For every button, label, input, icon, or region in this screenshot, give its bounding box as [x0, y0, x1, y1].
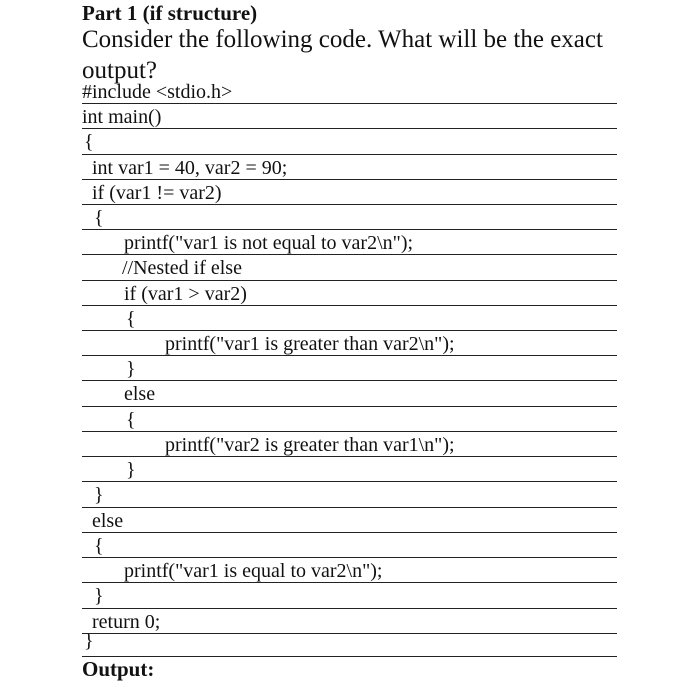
code-line-printf-greater: printf("var1 is greater than var2\n");	[165, 333, 455, 355]
rule-line	[82, 204, 617, 205]
code-line-if: if (var1 != var2)	[92, 182, 222, 204]
rule-line	[82, 406, 617, 407]
rule-line	[82, 608, 617, 609]
rule-line	[82, 154, 617, 155]
code-line-open-brace-nested-if: {	[126, 308, 136, 330]
rule-line	[82, 103, 617, 104]
rule-line	[82, 280, 617, 281]
rule-line	[82, 355, 617, 356]
code-line-nested-else: else	[124, 383, 156, 405]
code-line-declaration: int var1 = 40, var2 = 90;	[92, 157, 288, 179]
rule-line	[82, 330, 617, 331]
rule-line	[82, 633, 617, 634]
code-line-open-brace-main: {	[84, 131, 94, 153]
code-line-open-brace-if: {	[94, 207, 104, 229]
rule-line	[82, 582, 617, 583]
rule-line	[82, 532, 617, 533]
code-line-else: else	[92, 510, 124, 532]
code-line-printf-not-equal: printf("var1 is not equal to var2\n");	[124, 232, 414, 254]
rule-line	[82, 179, 617, 180]
code-line-open-brace-nested-else: {	[126, 409, 136, 431]
code-line-nested-if: if (var1 > var2)	[124, 283, 247, 305]
code-line-main: int main()	[82, 106, 162, 128]
rule-line	[82, 557, 617, 558]
code-line-close-brace-if: }	[94, 484, 104, 506]
rule-line	[82, 380, 617, 381]
code-line-close-brace-main: }	[84, 630, 94, 652]
rule-line	[82, 128, 617, 129]
code-line-comment: //Nested if else	[122, 257, 242, 279]
rule-line	[82, 254, 617, 255]
code-line-include: #include <stdio.h>	[82, 81, 233, 103]
section-title: Part 1 (if structure)	[82, 1, 258, 25]
code-line-return: return 0;	[92, 611, 161, 633]
rule-line	[82, 229, 617, 230]
code-line-open-brace-else: {	[94, 535, 104, 557]
rule-line	[82, 507, 617, 508]
code-line-close-brace-else: }	[94, 585, 104, 607]
code-line-printf-var2-greater: printf("var2 is greater than var1\n");	[165, 434, 455, 456]
code-line-close-brace-nested-else: }	[126, 459, 136, 481]
rule-line	[82, 481, 617, 482]
rule-line	[82, 456, 617, 457]
rule-line	[82, 656, 617, 657]
code-line-printf-equal: printf("var1 is equal to var2\n");	[124, 560, 383, 582]
question-text: Consider the following code. What will be the exact output?	[82, 26, 603, 84]
rule-line	[82, 431, 617, 432]
output-label: Output:	[82, 657, 155, 681]
code-line-close-brace-nested-if: }	[126, 358, 136, 380]
rule-line	[82, 305, 617, 306]
